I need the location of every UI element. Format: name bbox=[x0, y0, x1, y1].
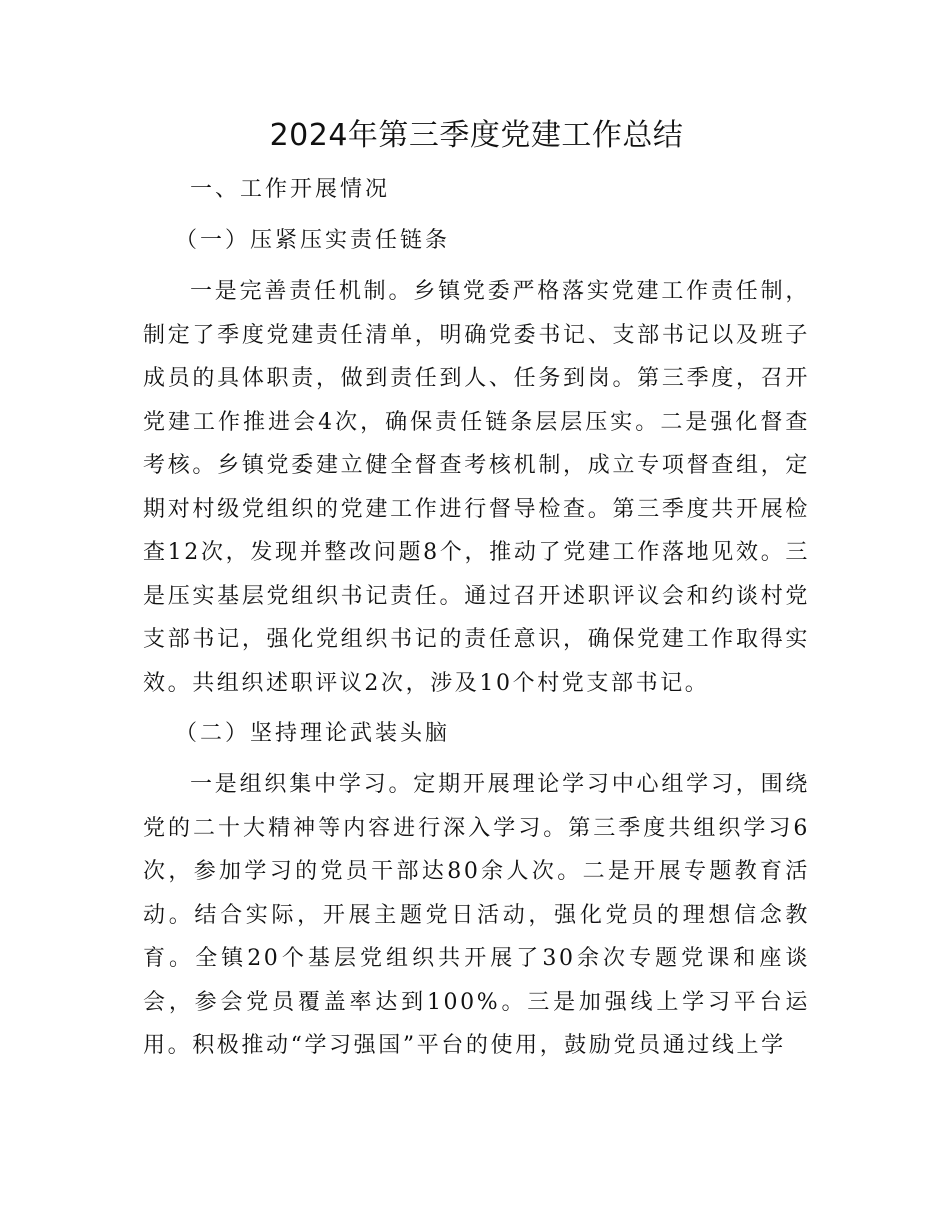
section-heading: 一、工作开展情况 bbox=[190, 177, 391, 202]
subsection-heading-1: （一）压紧压实责任链条 bbox=[175, 228, 451, 253]
paragraph-theory-study: 一是组织集中学习。定期开展理论学习中心组学习，围绕党的二十大精神等内容进行深入学习。第三季度共组织学习6次，参加学习的党员干部达80余人次。二是开展专题教育活动。结合实际，开展主题党日活动，强化党员的理想信念教育。全镇20个基层党组织共开展了30余次专题党课和座谈会，参会党员覆盖率达到100%。三是加强线上学习平台运用。积极推动“学习强国”平台的使用，鼓励党员通过线上学 bbox=[143, 772, 810, 1058]
document-title: 2024年第三季度党建工作总结 bbox=[269, 118, 684, 153]
paragraph-responsibility: 一是完善责任机制。乡镇党委严格落实党建工作责任制，制定了季度党建责任清单，明确党委书记、支部书记以及班子成员的具体职责，做到责任到人、任务到岗。第三季度，召开党建工作推进会4次，确保责任链条层层压实。二是强化督查考核。乡镇党委建立健全督查考核机制，成立专项督查组，定期对村级党组织的党建工作进行督导检查。第三季度共开展检查12次，发现并整改问题8个，推动了党建工作落地见效。三是压实基层党组织书记责任。通过召开述职评议会和约谈村党支部书记，强化党组织书记的责任意识，确保党建工作取得实效。共组织述职评议2次，涉及10个村党支部书记。 bbox=[143, 279, 810, 696]
document-body bbox=[143, 112, 810, 1068]
subsection-heading-2: （二）坚持理论武装头脑 bbox=[175, 721, 451, 746]
